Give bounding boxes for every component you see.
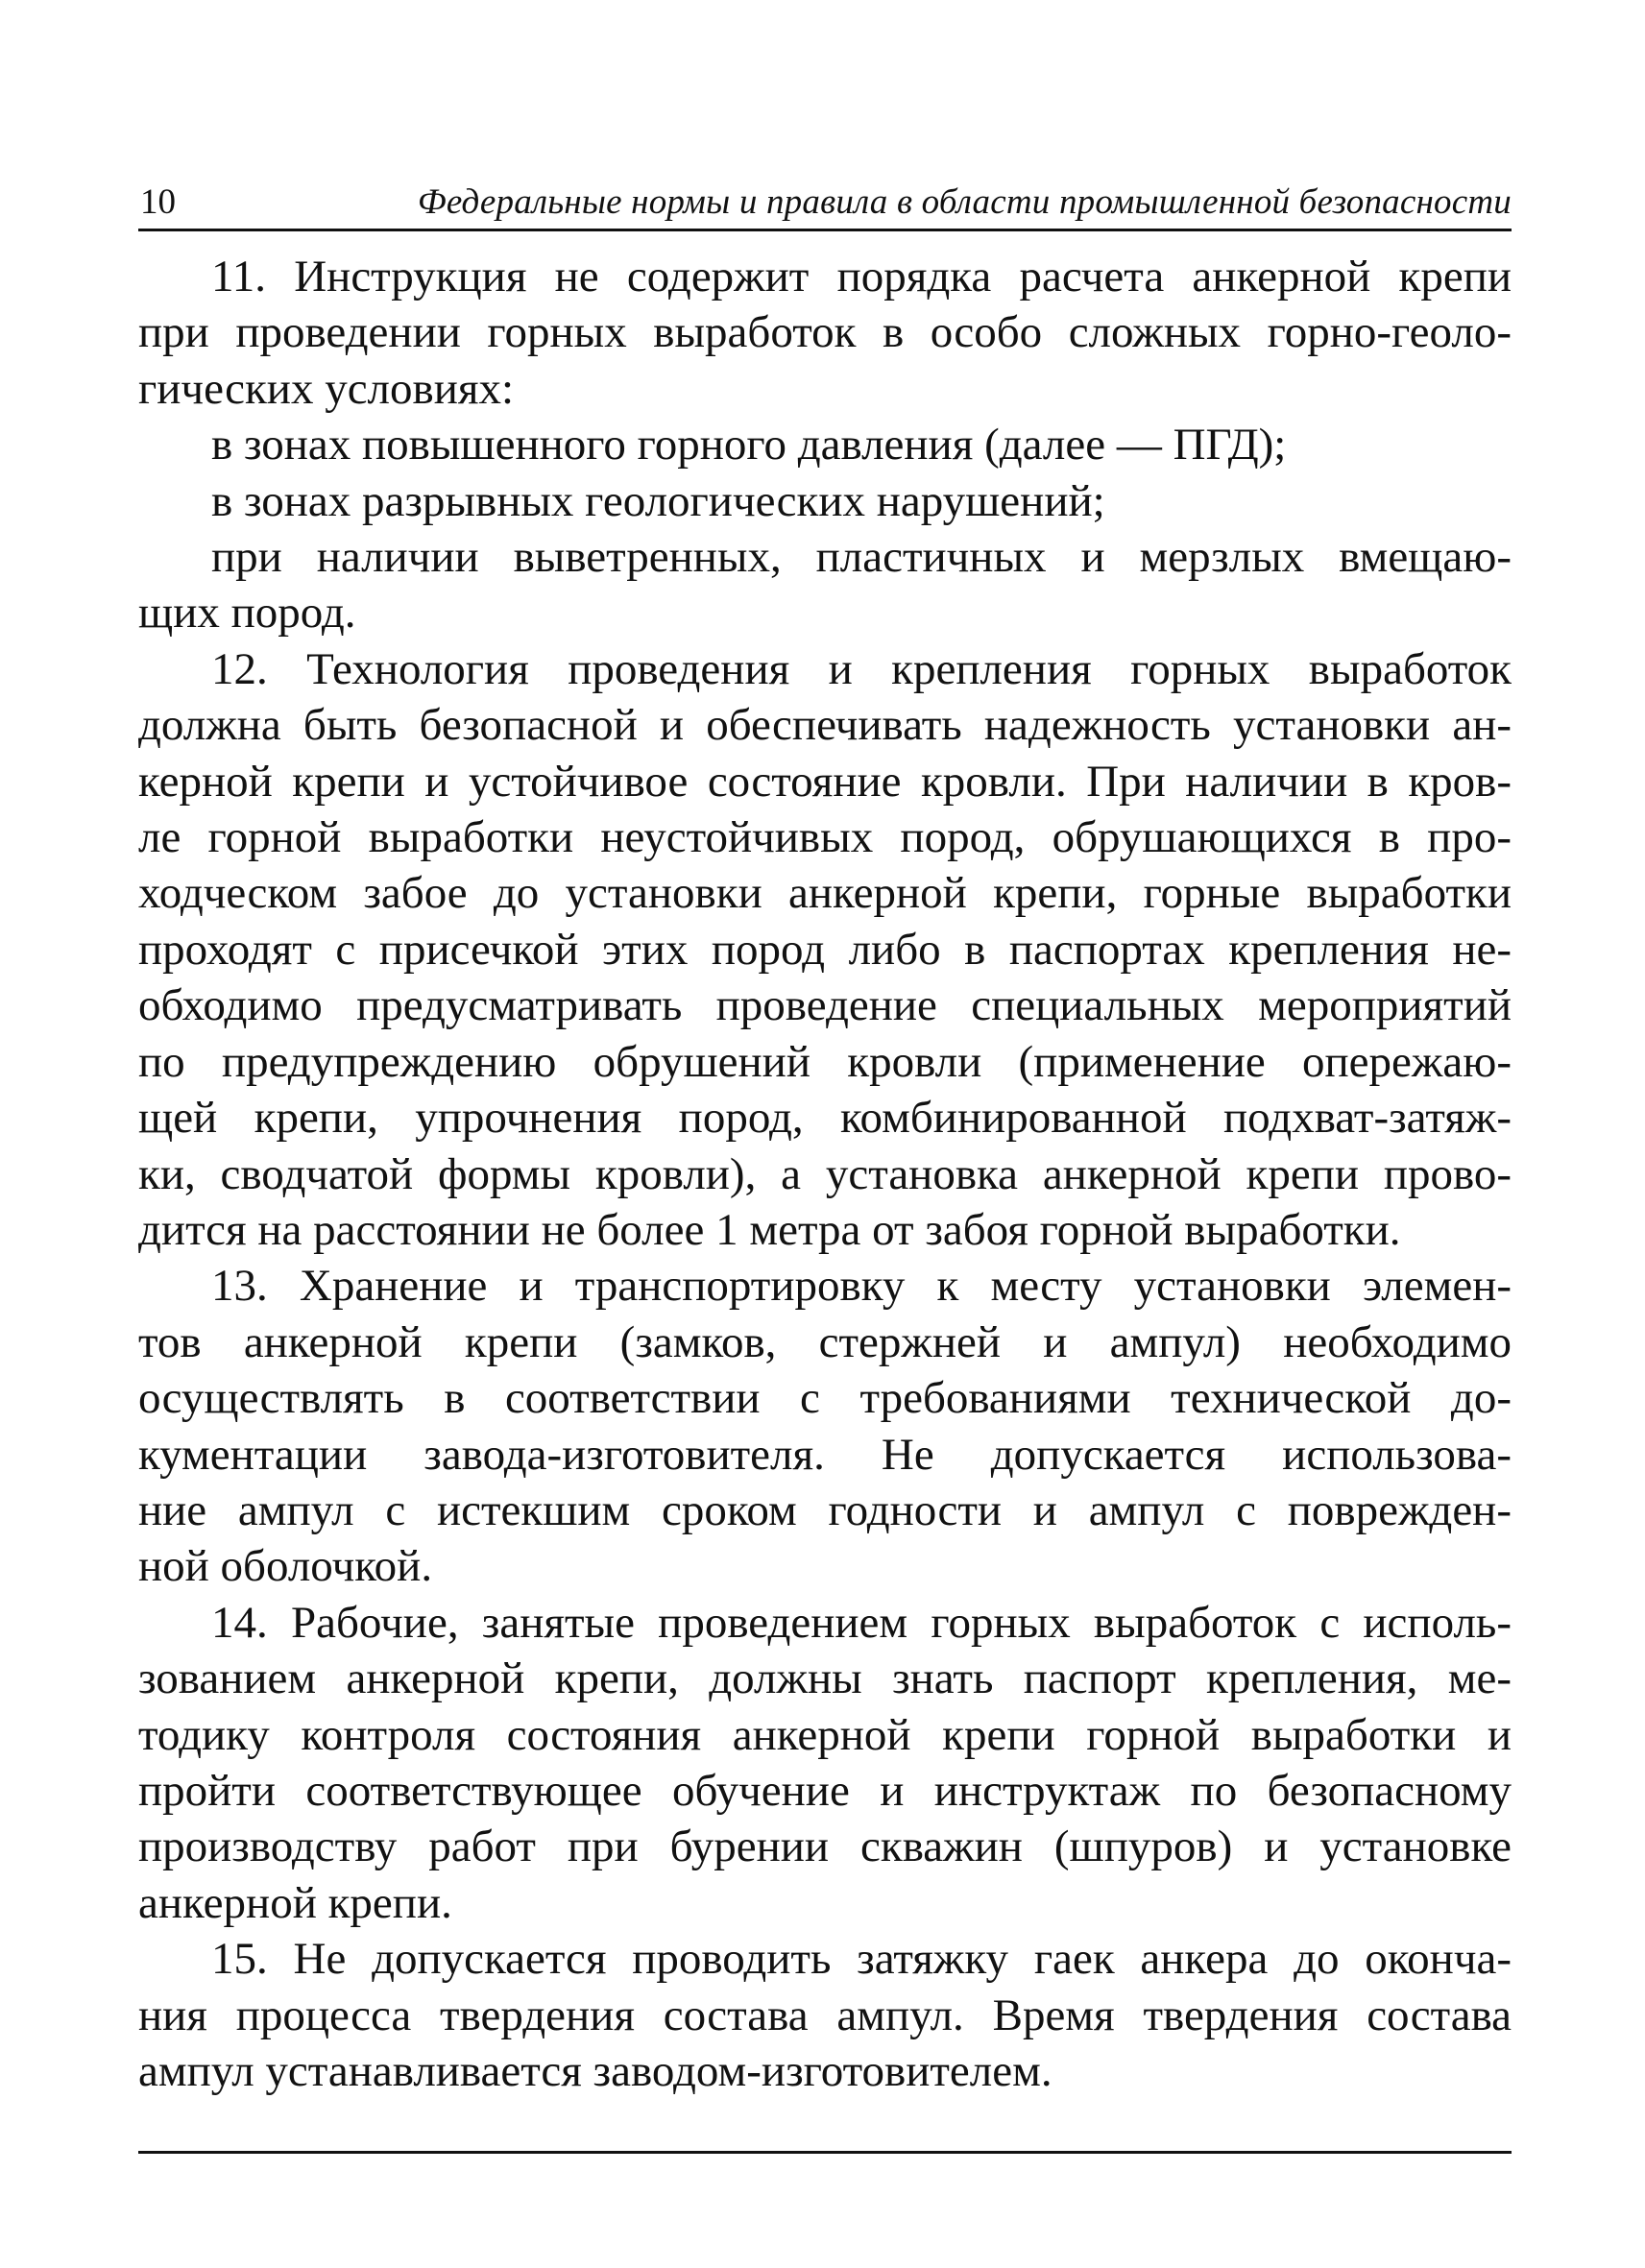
- footer-rule: [138, 2151, 1512, 2154]
- text-line: 12. Технология проведения и крепления горных выработок: [211, 643, 1512, 694]
- text-line: ходческом забое до установки анкерной крепи, горные выработки: [138, 868, 1512, 919]
- text-line: ной оболочкой.: [138, 1541, 433, 1592]
- text-line: обходимо предусматривать проведение специальных мероприятий: [138, 980, 1512, 1031]
- text-line: производству работ при бурении скважин (шпуров) и установке: [138, 1822, 1512, 1872]
- text-line: дится на расстоянии не более 1 метра от забоя горной выработки.: [138, 1204, 1401, 1255]
- text-line: ки, сводчатой формы кровли), а установка анкерной крепи прово-: [138, 1148, 1512, 1199]
- text-line: должна быть безопасной и обеспечивать надежность установки ан-: [138, 700, 1512, 751]
- text-line: 13. Хранение и транспортировку к месту установки элемен-: [211, 1261, 1512, 1312]
- text-line: тов анкерной крепи (замков, стержней и ампул) необходимо: [138, 1316, 1512, 1367]
- text-line: 11. Инструкция не содержит порядка расчета анкерной крепи: [211, 252, 1512, 302]
- paragraph-13: [138, 1258, 1512, 1594]
- text-line: ния процесса твердения состава ампул. Время твердения состава: [138, 1990, 1512, 2040]
- text-line: ампул устанавливается заводом-изготовителем.: [138, 2046, 1052, 2096]
- text-line: осуществлять в соответствии с требованиями технической до-: [138, 1373, 1512, 1424]
- text-line: керной крепи и устойчивое состояние кровли. При наличии в кров-: [138, 756, 1512, 807]
- list-item-pgd: в зонах повышенного горного давления (далее — ПГД);: [211, 420, 1287, 470]
- body-text: [138, 249, 1512, 2099]
- text-line: ле горной выработки неустойчивых пород, обрушающихся в про-: [138, 812, 1512, 863]
- text-line: по предупреждению обрушений кровли (применение опережаю-: [138, 1036, 1512, 1087]
- paragraph-14: [138, 1595, 1512, 1931]
- paragraph-12: [138, 641, 1512, 1258]
- text-line: 14. Рабочие, занятые проведением горных выработок с исполь-: [211, 1597, 1512, 1648]
- text-line: при проведении горных выработок в особо сложных горно-геоло-: [138, 307, 1512, 358]
- text-line: зованием анкерной крепи, должны знать паспорт крепления, ме-: [138, 1653, 1512, 1704]
- header-title: Федеральные нормы и правила в области промышленной безопасности: [417, 182, 1512, 222]
- text-line: проходят с присечкой этих пород либо в паспортах крепления не-: [138, 924, 1512, 975]
- text-line: гических условиях:: [138, 363, 515, 414]
- paragraph-15: [138, 1931, 1512, 2099]
- text-line: щих пород.: [138, 588, 356, 639]
- text-line: щей крепи, упрочнения пород, комбинированной подхват-затяж-: [138, 1093, 1512, 1144]
- document-page: [138, 182, 1512, 2099]
- text-line: тодику контроля состояния анкерной крепи горной выработки и: [138, 1709, 1512, 1760]
- text-line: 15. Не допускается проводить затяжку гаек анкера до оконча-: [211, 1934, 1512, 1985]
- list-item-faults: в зонах разрывных геологических нарушений;: [211, 475, 1105, 526]
- text-line: пройти соответствующее обучение и инструктаж по безопасному: [138, 1765, 1512, 1816]
- text-line: анкерной крепи.: [138, 1877, 452, 1928]
- running-header: [138, 182, 1512, 231]
- page-number: 10: [140, 182, 176, 222]
- text-line: кументации завода-изготовителя. Не допускается использова-: [138, 1429, 1512, 1480]
- text-line: ние ампул с истекшим сроком годности и ампул с поврежден-: [138, 1484, 1512, 1535]
- text-line: при наличии выветренных, пластичных и мерзлых вмещаю-: [211, 532, 1512, 583]
- paragraph-11: [138, 249, 1512, 641]
